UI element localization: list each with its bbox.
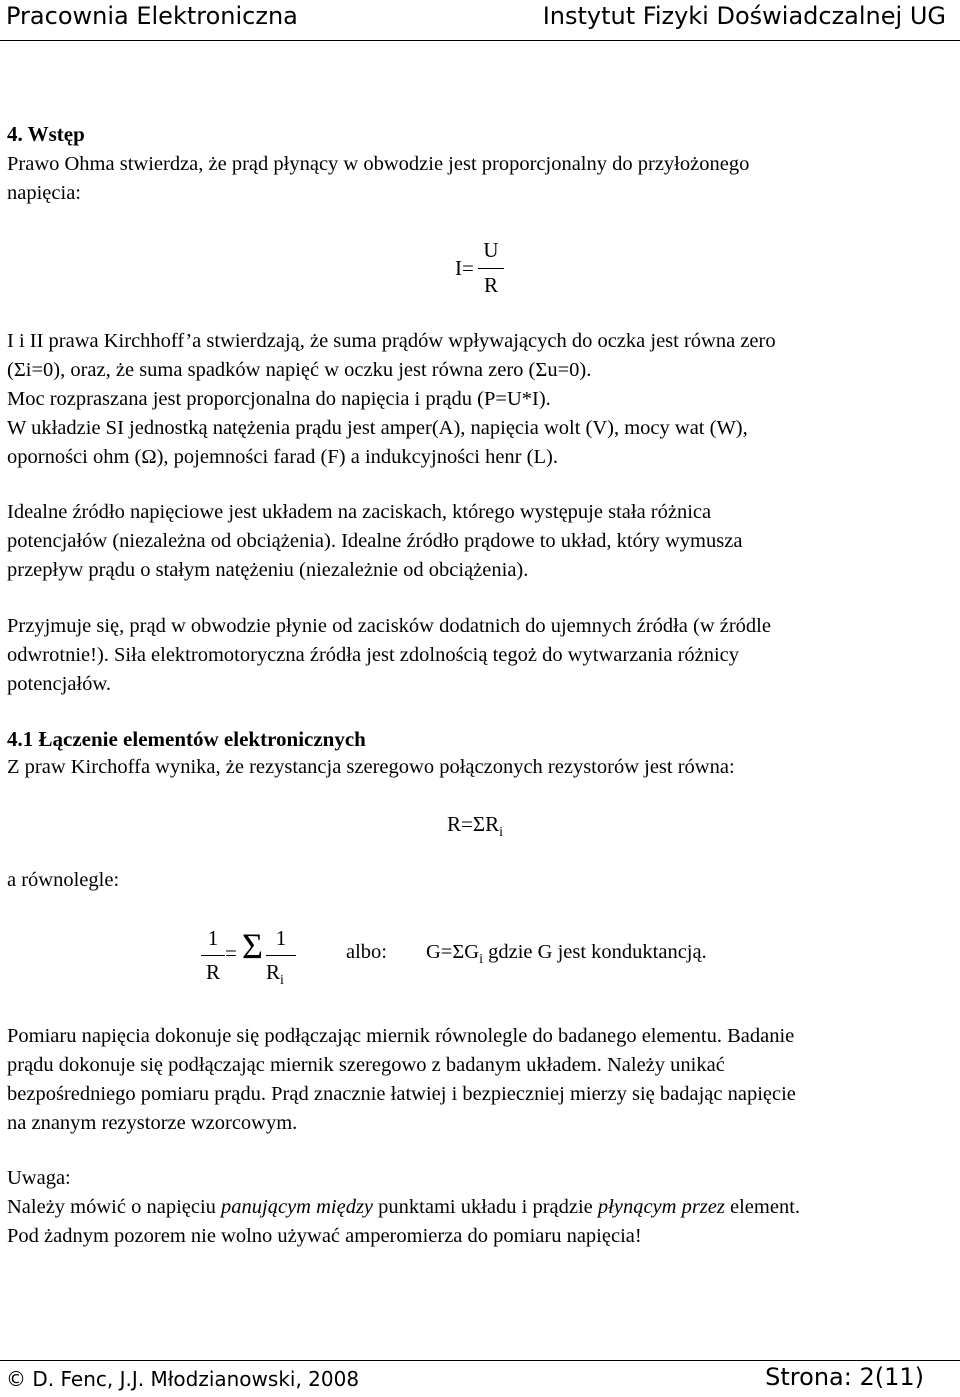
conductance-tail: gdzie G jest konduktancją. [483, 941, 707, 963]
note-text: Należy mówić o napięciu [7, 1196, 222, 1218]
note-emphasis: płynącym przez [597, 1196, 725, 1218]
text-line: potencjałów (niezależna od obciążenia). Idealne źródło prądowe to układ, który wymusza [7, 530, 743, 552]
conductance-sub: i [479, 952, 483, 968]
direction-paragraph [7, 612, 952, 699]
fraction-bar [201, 955, 225, 956]
frac2-denominator [266, 960, 284, 989]
frac2-denominator-sub: i [280, 973, 284, 989]
albo-label: albo: [346, 941, 387, 963]
text-line: Pomiaru napięcia dokonuje się podłączając miernik równolegle do badanego elementu. Badanie [7, 1025, 795, 1047]
sigma-symbol: Σ [242, 926, 263, 966]
parallel-label: a równolegle: [7, 869, 120, 891]
note-line-2: Pod żadnym pozorem nie wolno używać amperomierza do pomiaru napięcia! [7, 1225, 642, 1247]
text-line: na znanym rezystorze wzorcowym. [7, 1112, 298, 1134]
section-heading-4-1: 4.1 Łączenie elementów elektronicznych [7, 727, 366, 751]
text-line: Przyjmuje się, prąd w obwodzie płynie od zacisków dodatnich do ujemnych źródła (w źródle [7, 615, 771, 637]
footer-left: © D. Fenc, J.J. Młodzianowski, 2008 [6, 1367, 360, 1391]
text-line: odwrotnie!). Siła elektromotoryczna źródła jest zdolnością tegoż do wytwarzania różnicy [7, 644, 740, 666]
note-emphasis: panującym między [221, 1196, 374, 1218]
text-line: Prawo Ohma stwierdza, że prąd płynący w obwodzie jest proporcjonalny do przyłożonego [7, 153, 750, 175]
text-line: bezpośredniego pomiaru prądu. Prąd znacznie łatwiej i bezpieczniej mierzy się badając napięcie [7, 1083, 796, 1105]
footer-rule [0, 1360, 960, 1361]
text-line: Idealne źródło napięciowe jest układem na zaciskach, którego występuje stała różnica [7, 501, 712, 523]
formula-numerator: U [483, 238, 499, 262]
kirchhoff-paragraph [7, 327, 952, 472]
note-block [7, 1164, 952, 1251]
note-line-1 [7, 1193, 952, 1222]
conductance-formula [426, 941, 707, 968]
ohm-paragraph [7, 150, 952, 208]
note-text: element. [724, 1196, 801, 1218]
text-line: przepływ prądu o stałym natężeniu (niezależnie od obciążenia). [7, 559, 529, 581]
ideal-source-paragraph [7, 498, 952, 585]
series-formula [447, 812, 503, 841]
section-heading-4: 4. Wstęp [7, 122, 85, 146]
series-intro: Z praw Kirchoffa wynika, że rezystancja szeregowo połączonych rezystorów jest równa: [7, 756, 735, 778]
formula-lhs: I= [455, 256, 474, 280]
text-line: (Σi=0), oraz, że suma spadków napięć w oczku jest równa zero (Σu=0). [7, 359, 592, 381]
text-line: prądu dokonuje się podłączając miernik szeregowo z badanym układem. Należy unikać [7, 1054, 725, 1076]
header-rule [0, 40, 960, 41]
note-text: punktami układu i prądzie [373, 1196, 598, 1218]
header-right: Instytut Fizyki Doświadczalnej UG [542, 2, 946, 30]
series-formula-main: R=ΣR [447, 812, 500, 836]
series-formula-sub: i [499, 825, 503, 841]
frac2-denominator-main: R [266, 960, 281, 984]
formula-equals: = [225, 941, 237, 965]
footer-right: Strona: 2(11) [765, 1363, 924, 1391]
frac1-numerator: 1 [207, 926, 219, 950]
frac2-numerator: 1 [275, 926, 287, 950]
text-line: napięcia: [7, 182, 81, 204]
text-line: oporności ohm (Ω), pojemności farad (F) a indukcyjności henr (L). [7, 446, 558, 468]
formula-denominator: R [483, 273, 498, 297]
fraction-bar [478, 268, 504, 269]
text-line: I i II prawa Kirchhoff’a stwierdzają, że suma prądów wpływających do oczka jest równa zero [7, 330, 776, 352]
header-left: Pracownia Elektroniczna [6, 2, 298, 30]
text-line: potencjałów. [7, 673, 111, 695]
conductance-main: G=ΣG [426, 941, 480, 963]
fraction-bar [266, 955, 296, 956]
text-line: Moc rozpraszana jest proporcjonalna do napięcia i prądu (P=U*I). [7, 388, 551, 410]
measurement-paragraph [7, 1022, 952, 1138]
text-line: W układzie SI jednostką natężenia prądu jest amper(A), napięcia wolt (V), mocy wat (W), [7, 417, 748, 439]
frac1-denominator: R [205, 960, 220, 984]
note-title: Uwaga: [7, 1167, 71, 1189]
